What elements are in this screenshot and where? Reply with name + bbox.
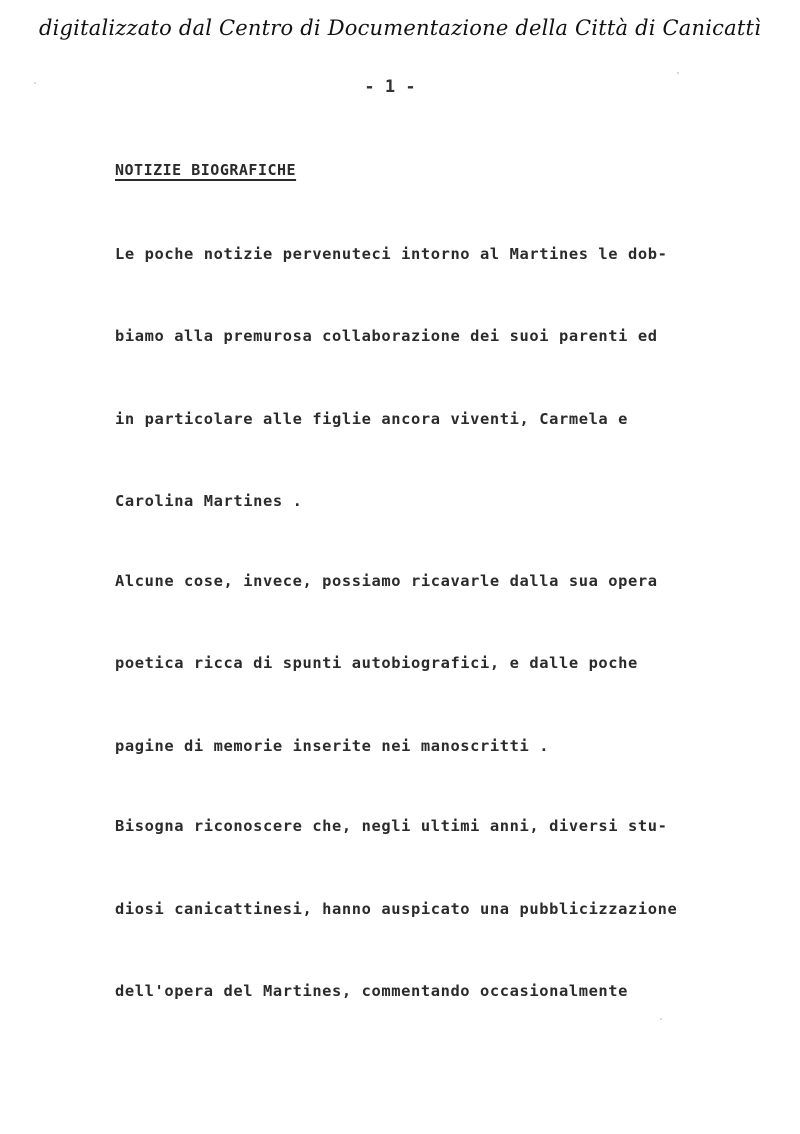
page-number: - 1 - [364, 77, 416, 97]
scan-speck [660, 1018, 662, 1020]
scan-speck [34, 82, 36, 84]
text-line: Le poche notizie pervenuteci intorno al Martines le dob- [115, 245, 668, 263]
section-heading: NOTIZIE BIOGRAFICHE [115, 161, 297, 179]
text-line: dell'opera del Martines, commentando occasionalmente [115, 982, 629, 1000]
text-line: Bisogna riconoscere che, negli ultimi anni, diversi stu- [115, 817, 668, 835]
scan-speck [677, 72, 679, 74]
text-line: diosi canicattinesi, hanno auspicato una pubblicizzazione [115, 900, 678, 918]
text-line: Carolina Martines . [115, 492, 303, 510]
digitization-watermark: digitalizzato dal Centro di Documentazione della Città di Canicattì [38, 16, 762, 40]
text-line: Alcune cose, invece, possiamo ricavarle dalla sua opera [115, 572, 658, 590]
text-line: pagine di memorie inserite nei manoscritti . [115, 737, 550, 755]
text-line: poetica ricca di spunti autobiografici, e dalle poche [115, 654, 638, 672]
text-line: biamo alla premurosa collaborazione dei suoi parenti ed [115, 327, 658, 345]
text-line: in particolare alle figlie ancora viventi, Carmela e [115, 410, 629, 428]
